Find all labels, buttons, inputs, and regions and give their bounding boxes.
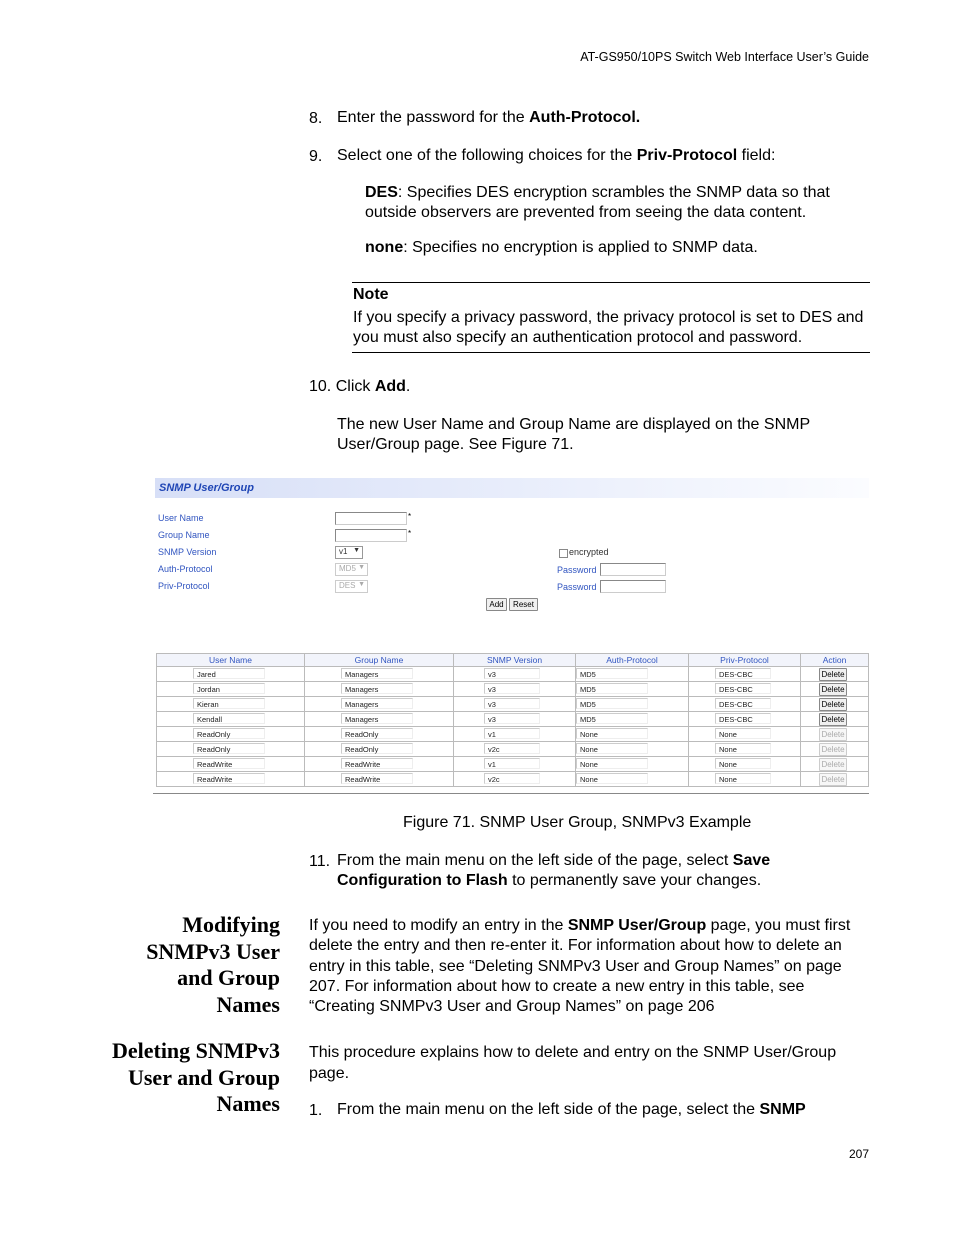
cell-value: ReadOnly <box>341 728 413 739</box>
figure-71-screenshot <box>155 478 869 794</box>
delete-button[interactable]: Delete <box>819 773 847 786</box>
cell-value: None <box>715 773 771 784</box>
paragraph-text: If you need to modify an entry in the <box>309 917 568 934</box>
table-cell <box>689 667 801 682</box>
priv-protocol-label: Priv-Protocol <box>158 581 210 591</box>
table-row <box>157 757 869 772</box>
cell-value: Managers <box>341 698 413 709</box>
step-number: 1. <box>309 1102 323 1119</box>
page-number: 207 <box>848 1147 869 1161</box>
table-cell <box>689 757 801 772</box>
table-row <box>157 727 869 742</box>
table-cell <box>576 727 689 742</box>
option-desc: : Specifies no encryption is applied to SNMP data. <box>403 239 758 256</box>
table-cell <box>305 712 454 727</box>
table-cell <box>689 772 801 787</box>
dropdown-arrow-icon: ▼ <box>358 581 365 588</box>
delete-step-1-text <box>337 1100 877 1120</box>
priv-password-label: Password <box>557 582 597 592</box>
select-value: v1 <box>339 547 348 556</box>
table-cell <box>305 742 454 757</box>
table-cell <box>454 682 576 697</box>
table-row <box>157 682 869 697</box>
delete-section-intro: This procedure explains how to delete and entry on the SNMP User/Group page. <box>309 1044 837 1082</box>
figure-caption: Figure 71. SNMP User Group, SNMPv3 Example <box>403 814 752 831</box>
table-cell <box>454 667 576 682</box>
group-name-input[interactable] <box>335 529 407 542</box>
none-option <box>365 238 870 258</box>
table-cell <box>305 757 454 772</box>
cell-value: v1 <box>484 728 540 739</box>
table-cell <box>454 697 576 712</box>
figure-banner <box>155 478 869 498</box>
table-cell <box>454 742 576 757</box>
cell-value: v3 <box>484 683 540 694</box>
heading-line: SNMPv3 User <box>146 938 280 964</box>
table-cell <box>157 757 305 772</box>
cell-value: ReadWrite <box>193 773 265 784</box>
table-cell <box>689 727 801 742</box>
select-value: DES <box>339 581 356 590</box>
cell-value: MD5 <box>576 683 648 694</box>
step-11-text <box>337 851 852 891</box>
dropdown-arrow-icon: ▼ <box>358 564 365 571</box>
des-option <box>365 183 870 223</box>
step-10-result: The new User Name and Group Name are displayed on the SNMP User/Group page. See Figure 71. <box>337 416 810 453</box>
cell-value: Managers <box>341 713 413 724</box>
table-cell <box>454 712 576 727</box>
table-row <box>157 667 869 682</box>
select-value: MD5 <box>339 564 356 573</box>
cell-value: DES-CBC <box>715 683 771 694</box>
column-header: Action <box>801 654 869 667</box>
cell-value: None <box>576 743 648 754</box>
step-text: . <box>405 378 411 395</box>
ui-term: Priv-Protocol <box>636 147 738 164</box>
option-desc: : Specifies DES encryption scrambles the SNMP data so that outside observers are prevented from seeing the data content. <box>365 184 830 221</box>
table-row <box>157 742 869 757</box>
cell-value: Managers <box>341 683 413 694</box>
cell-value: None <box>576 773 648 784</box>
cell-value: Kieran <box>193 698 265 709</box>
heading-line: User and Group <box>127 1064 280 1090</box>
table-cell <box>305 697 454 712</box>
column-header: Priv-Protocol <box>689 654 801 667</box>
table-cell <box>576 697 689 712</box>
note-rule-top <box>352 282 870 283</box>
modify-section-text <box>309 916 869 1017</box>
step-number: 9. <box>309 148 323 165</box>
auth-password-label: Password <box>557 565 597 575</box>
cell-value: Jordan <box>193 683 265 694</box>
cell-value: DES-CBC <box>715 698 771 709</box>
action-cell <box>801 712 869 727</box>
table-cell <box>576 757 689 772</box>
cell-value: v3 <box>484 668 540 679</box>
cell-value: MD5 <box>576 698 648 709</box>
cell-value: v1 <box>484 758 540 769</box>
table-cell <box>576 772 689 787</box>
action-cell <box>801 742 869 757</box>
table-cell <box>157 697 305 712</box>
heading-line: Modifying <box>182 912 280 937</box>
table-cell <box>689 697 801 712</box>
delete-button[interactable]: Delete <box>819 713 847 726</box>
table-row <box>157 712 869 727</box>
table-cell <box>454 757 576 772</box>
required-star: * <box>408 529 412 538</box>
cell-value: None <box>576 728 648 739</box>
action-cell <box>801 757 869 772</box>
table-cell <box>305 772 454 787</box>
priv-password-input[interactable] <box>600 580 666 593</box>
heading-line: Deleting SNMPv3 <box>111 1038 280 1063</box>
cell-value: DES-CBC <box>715 668 771 679</box>
delete-button[interactable]: Delete <box>819 683 847 696</box>
cell-value: Managers <box>341 668 413 679</box>
table-cell <box>689 742 801 757</box>
step-number: 11. <box>309 853 331 870</box>
table-cell <box>157 682 305 697</box>
modify-section-heading <box>80 912 280 1018</box>
table-cell <box>305 667 454 682</box>
ui-term: SNMP <box>759 1101 806 1118</box>
dropdown-arrow-icon: ▼ <box>353 547 360 554</box>
table-cell <box>157 772 305 787</box>
running-header: AT-GS950/10PS Switch Web Interface User’s Guide <box>580 50 869 64</box>
table-cell <box>305 727 454 742</box>
column-header: SNMP Version <box>454 654 576 667</box>
cell-value: ReadWrite <box>341 758 413 769</box>
cell-value: DES-CBC <box>715 713 771 724</box>
table-cell <box>157 667 305 682</box>
encrypted-checkbox[interactable] <box>559 549 568 558</box>
step-text: From the main menu on the left side of the page, select the <box>337 1101 760 1118</box>
cell-value: v3 <box>484 698 540 709</box>
encrypted-label: encrypted <box>569 547 609 557</box>
cell-value: ReadOnly <box>341 743 413 754</box>
heading-line: Names <box>216 1091 280 1116</box>
table-cell <box>454 727 576 742</box>
add-button[interactable]: Add <box>486 598 507 611</box>
delete-button[interactable]: Delete <box>819 728 847 741</box>
cell-value: MD5 <box>576 668 648 679</box>
step-text: to permanently save your changes. <box>507 872 762 889</box>
table-row <box>157 772 869 787</box>
cell-value: ReadWrite <box>193 758 265 769</box>
cell-value: v2c <box>484 773 540 784</box>
cell-value: v2c <box>484 743 540 754</box>
heading-line: and Group <box>177 965 280 990</box>
table-row <box>157 697 869 712</box>
table-cell <box>157 712 305 727</box>
table-cell <box>689 712 801 727</box>
option-term: none <box>365 239 404 256</box>
step-9-text <box>337 146 877 166</box>
table-cell <box>689 682 801 697</box>
note-text: If you specify a privacy password, the privacy protocol is set to DES and you must also specify an authentication protocol and password. <box>353 309 864 346</box>
action-cell <box>801 682 869 697</box>
action-cell <box>801 727 869 742</box>
paragraph-text: page, you must first delete the entry and then re-enter it. For information about how to delete an entry in this table, see “Deleting SNMPv3 User and Group Names” on page 207. For information about how to create a new entry in this table, see “Creating SNMPv3 User and Group Names” on page 206 <box>309 917 851 1016</box>
ui-term: Auth-Protocol. <box>529 109 641 126</box>
snmp-version-label: SNMP Version <box>158 547 217 557</box>
cell-value: ReadOnly <box>193 728 265 739</box>
snmp-user-table <box>156 653 869 787</box>
cell-value: None <box>715 758 771 769</box>
table-cell <box>305 682 454 697</box>
reset-button[interactable]: Reset <box>509 598 538 611</box>
table-cell <box>157 742 305 757</box>
table-cell <box>454 772 576 787</box>
table-cell <box>576 667 689 682</box>
table-cell <box>576 682 689 697</box>
ui-term: Add <box>374 378 406 395</box>
cell-value: ReadOnly <box>193 743 265 754</box>
note-title: Note <box>353 286 389 303</box>
cell-value: None <box>715 728 771 739</box>
step-10-text <box>309 377 849 397</box>
cell-value: MD5 <box>576 713 648 724</box>
auth-protocol-select[interactable] <box>335 563 368 576</box>
ui-term: Save Configuration to Flash <box>337 852 771 889</box>
action-cell <box>801 667 869 682</box>
required-star: * <box>408 512 412 521</box>
delete-section-heading <box>80 1038 280 1118</box>
table-cell <box>157 727 305 742</box>
step-text: From the main menu on the left side of the page, select <box>337 852 733 869</box>
column-header: User Name <box>157 654 305 667</box>
delete-button[interactable]: Delete <box>819 698 847 711</box>
heading-line: Names <box>216 991 280 1017</box>
delete-button[interactable]: Delete <box>819 758 847 771</box>
group-name-label: Group Name <box>158 530 210 540</box>
cell-value: None <box>715 743 771 754</box>
column-header: Auth-Protocol <box>576 654 689 667</box>
auth-password-input[interactable] <box>600 563 666 576</box>
step-text: Select one of the following choices for the <box>337 147 637 164</box>
table-cell <box>576 742 689 757</box>
ui-term: SNMP User/Group <box>567 917 707 934</box>
figure-rule <box>153 793 869 794</box>
auth-protocol-label: Auth-Protocol <box>158 564 213 574</box>
option-term: DES <box>365 184 398 201</box>
table-cell <box>576 712 689 727</box>
step-number: 10. <box>309 378 332 395</box>
banner-title: SNMP User/Group <box>159 482 254 494</box>
delete-button[interactable]: Delete <box>819 668 847 681</box>
cell-value: Kendall <box>193 713 265 724</box>
action-cell <box>801 772 869 787</box>
cell-value: ReadWrite <box>341 773 413 784</box>
step-text: Click <box>335 378 375 395</box>
priv-protocol-select[interactable] <box>335 580 368 593</box>
step-text: Enter the password for the <box>337 109 530 126</box>
snmp-version-select[interactable] <box>335 546 363 559</box>
user-name-input[interactable] <box>335 512 407 525</box>
cell-value: None <box>576 758 648 769</box>
note-rule-bottom <box>352 352 870 353</box>
step-text: field: <box>737 147 776 164</box>
column-header: Group Name <box>305 654 454 667</box>
action-cell <box>801 697 869 712</box>
cell-value: Jared <box>193 668 265 679</box>
step-8-text <box>337 108 877 128</box>
delete-button[interactable]: Delete <box>819 743 847 756</box>
step-number: 8. <box>309 110 323 127</box>
cell-value: v3 <box>484 713 540 724</box>
user-name-label: User Name <box>158 513 204 523</box>
